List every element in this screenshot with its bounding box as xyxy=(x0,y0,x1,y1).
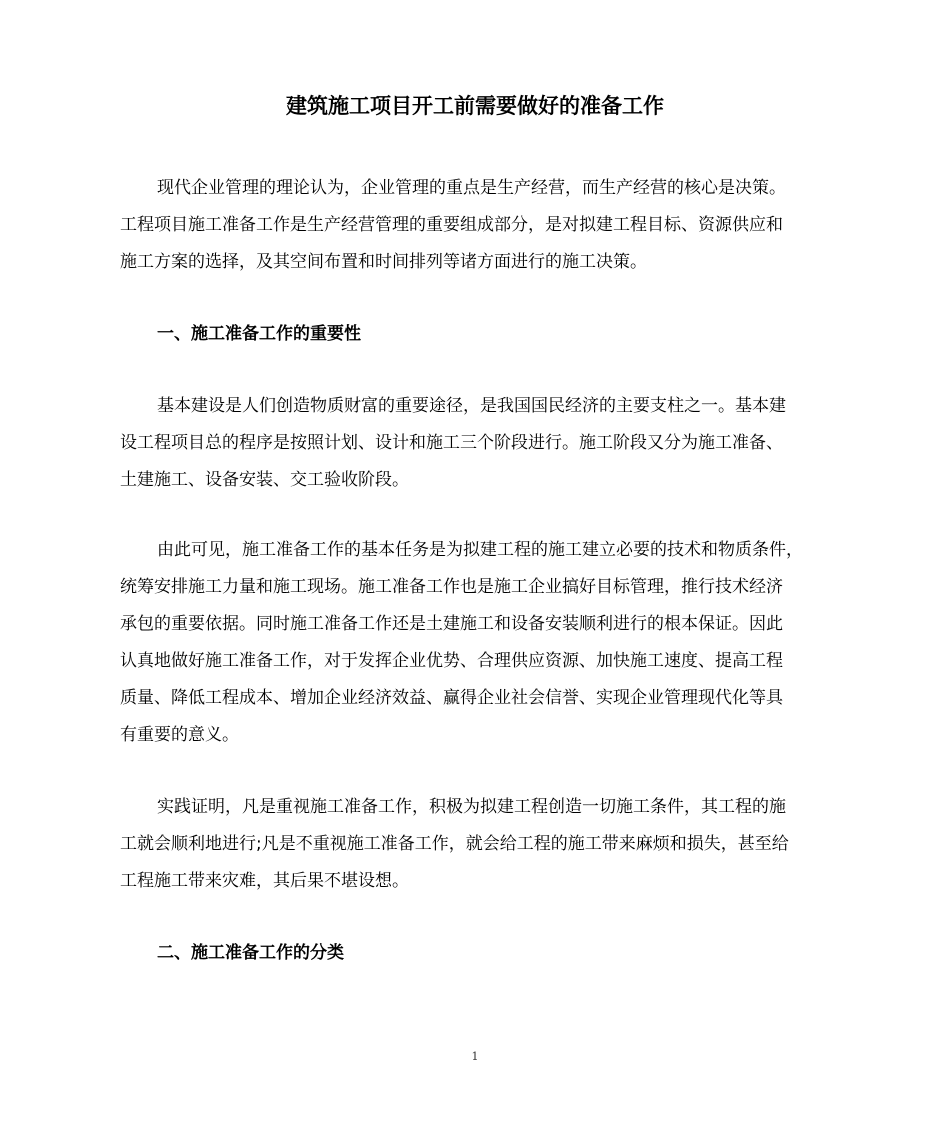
paragraph-basic-construction xyxy=(120,388,832,499)
paragraph-line: 由此可见，施工准备工作的基本任务是为拟建工程的施工建立必要的技术和物质条件， xyxy=(157,540,803,560)
intro-paragraph xyxy=(120,170,832,281)
paragraph-line: 工程项目施工准备工作是生产经营管理的重要组成部分，是对拟建工程目标、资源供应和 xyxy=(120,215,783,235)
paragraph-line: 认真地做好施工准备工作，对于发挥企业优势、合理供应资源、加快施工速度、提高工程 xyxy=(120,651,783,671)
paragraph-line: 统筹安排施工力量和施工现场。施工准备工作也是施工企业搞好目标管理，推行技术经济 xyxy=(120,577,783,597)
paragraph-line: 土建施工、设备安装、交工验收阶段。 xyxy=(120,470,409,490)
document-title: 建筑施工项目开工前需要做好的准备工作 xyxy=(286,94,664,118)
paragraph-line: 承包的重要依据。同时施工准备工作还是土建施工和设备安装顺利进行的根本保证。因此 xyxy=(120,614,783,634)
paragraph-line: 工就会顺利地进行;凡是不重视施工准备工作，就会给工程的施工带来麻烦和损失，甚至给 xyxy=(120,834,789,854)
paragraph-basic-task xyxy=(120,532,832,754)
paragraph-line: 现代企业管理的理论认为，企业管理的重点是生产经营，而生产经营的核心是决策。 xyxy=(157,178,786,198)
paragraph-line: 基本建设是人们创造物质财富的重要途径，是我国国民经济的主要支柱之一。基本建 xyxy=(157,396,786,416)
section-heading-importance: 一、施工准备工作的重要性 xyxy=(157,324,361,344)
paragraph-practice-proof xyxy=(120,789,832,900)
paragraph-line: 有重要的意义。 xyxy=(120,725,239,745)
paragraph-line: 质量、降低工程成本、增加企业经济效益、赢得企业社会信誉、实现企业管理现代化等具 xyxy=(120,688,783,708)
paragraph-line: 设工程项目总的程序是按照计划、设计和施工三个阶段进行。施工阶段又分为施工准备、 xyxy=(120,433,783,453)
paragraph-line: 实践证明，凡是重视施工准备工作，积极为拟建工程创造一切施工条件，其工程的施 xyxy=(157,797,786,817)
page-number: 1 xyxy=(471,1050,479,1063)
paragraph-line: 施工方案的选择，及其空间布置和时间排列等诸方面进行的施工决策。 xyxy=(120,252,647,272)
paragraph-line: 工程施工带来灾难，其后果不堪设想。 xyxy=(120,871,409,891)
section-heading-classification: 二、施工准备工作的分类 xyxy=(157,943,344,963)
